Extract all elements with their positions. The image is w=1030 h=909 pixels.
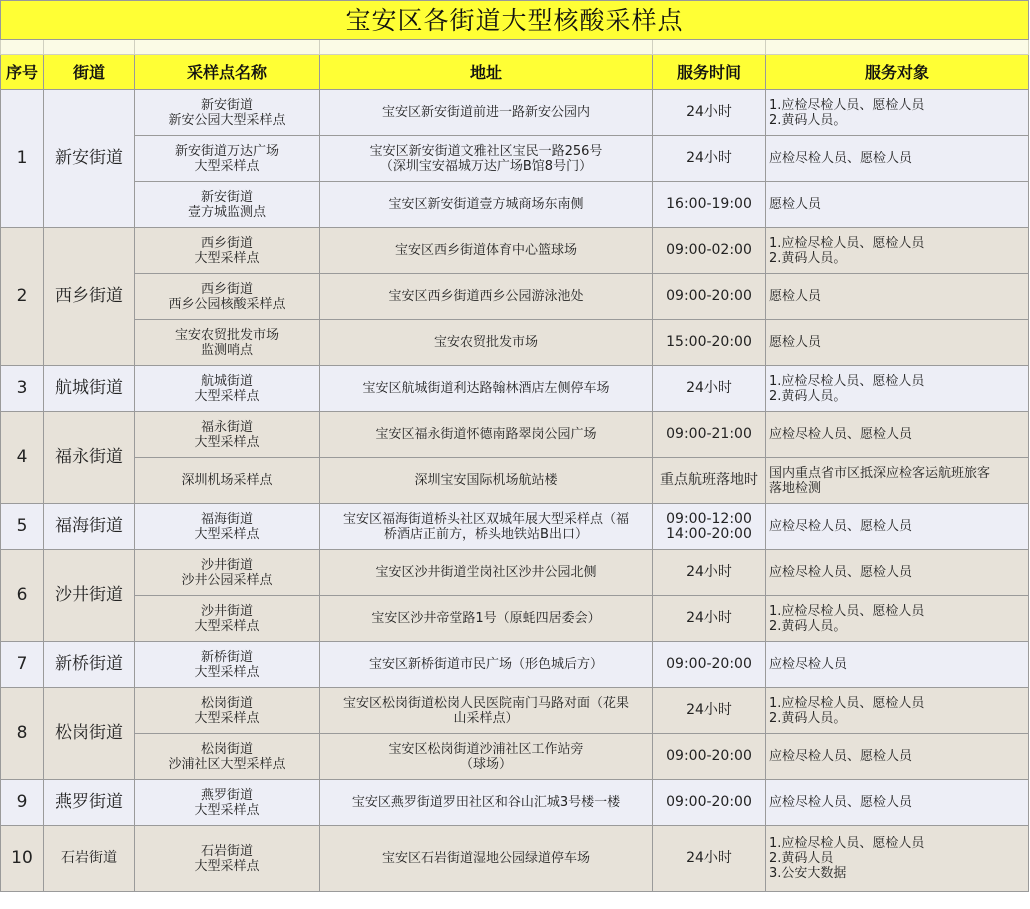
service-target-cell: [766, 366, 1029, 412]
service-target-cell: [766, 320, 1029, 366]
street-cell: 西乡街道: [44, 228, 135, 366]
service-target-cell: [766, 596, 1029, 642]
address-cell: [320, 320, 653, 366]
site-name-cell: [135, 136, 320, 182]
address-cell: [320, 642, 653, 688]
service-time-cell: [653, 734, 766, 780]
sheet-title: 宝安区各街道大型核酸采样点: [1, 1, 1029, 40]
cell-line: 1.应检尽检人员、愿检人员: [769, 836, 925, 851]
cell-line: 松岗街道: [200, 741, 253, 757]
header-street: 街道: [44, 55, 135, 90]
service-time-cell: [653, 228, 766, 274]
table-row: [1, 458, 1029, 504]
cell-line: 石岩街道: [200, 843, 253, 859]
cell-line: 1.应检尽检人员、愿检人员: [769, 235, 925, 251]
street-cell: 新安街道: [44, 90, 135, 228]
seq-cell: 6: [1, 550, 44, 642]
service-target-cell: [766, 136, 1029, 182]
cell-line: 宝安区新安街道前进一路新安公园内: [381, 105, 590, 120]
cell-line: 福海街道: [200, 511, 253, 527]
address-cell: [320, 688, 653, 734]
seq-cell: 4: [1, 412, 44, 504]
cell-line: 宝安区福永街道怀德南路翠岗公园广场: [375, 427, 597, 442]
cell-line: 宝安区松岗街道松岗人民医院南门马路对面（花果: [342, 695, 629, 711]
table-row: [1, 136, 1029, 182]
cell-line: （深圳宝安福城万达广场B馆8号门）: [379, 158, 593, 174]
street-cell: 福海街道: [44, 504, 135, 550]
service-time-cell: [653, 412, 766, 458]
cell-line: 09:00-02:00: [666, 242, 752, 258]
service-time-cell: [653, 596, 766, 642]
cell-line: 24小时: [686, 702, 732, 718]
site-name-cell: [135, 688, 320, 734]
cell-line: 24小时: [686, 610, 732, 626]
cell-line: 宝安区沙井街道坣岗社区沙井公园北侧: [375, 565, 597, 580]
cell-line: 新安街道: [200, 189, 253, 205]
street-cell: 松岗街道: [44, 688, 135, 780]
cell-line: 愿检人员: [769, 335, 822, 350]
address-cell: [320, 550, 653, 596]
address-cell: [320, 136, 653, 182]
service-time-cell: [653, 90, 766, 136]
site-name-cell: [135, 734, 320, 780]
address-cell: [320, 596, 653, 642]
service-target-cell: [766, 182, 1029, 228]
cell-line: 深圳机场采样点: [181, 473, 273, 488]
table-row: [1, 642, 1029, 688]
cell-line: 2.黄码人员。: [769, 250, 847, 266]
cell-line: 壹方城监测点: [187, 204, 266, 220]
cell-line: 监测哨点: [200, 342, 253, 358]
address-cell: [320, 734, 653, 780]
street-cell: 燕罗街道: [44, 780, 135, 826]
service-target-cell: [766, 412, 1029, 458]
table-row: [1, 596, 1029, 642]
table-row: [1, 366, 1029, 412]
cell-line: 宝安区西乡街道体育中心篮球场: [394, 243, 577, 258]
street-cell: 航城街道: [44, 366, 135, 412]
address-cell: [320, 274, 653, 320]
service-time-cell: [653, 642, 766, 688]
service-time-cell: [653, 136, 766, 182]
cell-line: 应检尽检人员、愿检人员: [769, 749, 913, 764]
seq-cell: 8: [1, 688, 44, 780]
table-row: [1, 826, 1029, 892]
cell-line: 大型采样点: [194, 858, 260, 874]
site-name-cell: [135, 274, 320, 320]
header-service-time: 服务时间: [653, 55, 766, 90]
table-row: [1, 90, 1029, 136]
header-site-name: 采样点名称: [135, 55, 320, 90]
seq-cell: 3: [1, 366, 44, 412]
address-cell: [320, 90, 653, 136]
cell-line: 大型采样点: [194, 434, 260, 450]
service-time-cell: [653, 274, 766, 320]
cell-line: 2.黄码人员。: [769, 710, 847, 726]
cell-line: 24小时: [686, 104, 732, 120]
cell-line: 16:00-19:00: [666, 196, 752, 212]
spacer-row: [1, 40, 1029, 55]
cell-line: 宝安区石岩街道湿地公园绿道停车场: [381, 851, 590, 866]
street-cell: 福永街道: [44, 412, 135, 504]
cell-line: 新安街道万达广场: [174, 143, 279, 159]
cell-line: 应检尽检人员、愿检人员: [769, 565, 913, 580]
cell-line: 燕罗街道: [200, 787, 253, 803]
service-target-cell: [766, 734, 1029, 780]
cell-line: 24小时: [686, 150, 732, 166]
cell-line: 宝安区福海街道桥头社区双城年展大型采样点（福: [342, 511, 629, 527]
service-target-cell: [766, 780, 1029, 826]
seq-cell: 10: [1, 826, 44, 892]
site-name-cell: [135, 642, 320, 688]
cell-line: 应检尽检人员: [769, 657, 848, 672]
service-time-cell: [653, 550, 766, 596]
cell-line: 宝安农贸批发市场: [174, 327, 279, 343]
seq-cell: 9: [1, 780, 44, 826]
cell-line: 西乡街道: [200, 235, 253, 251]
site-name-cell: [135, 504, 320, 550]
address-cell: [320, 182, 653, 228]
cell-line: 宝安农贸批发市场: [433, 335, 538, 350]
table-row: [1, 688, 1029, 734]
cell-line: 西乡街道: [200, 281, 253, 297]
cell-line: 24小时: [686, 564, 732, 580]
street-cell: 新桥街道: [44, 642, 135, 688]
service-time-cell: [653, 826, 766, 892]
header-seq: 序号: [1, 55, 44, 90]
seq-cell: 5: [1, 504, 44, 550]
cell-line: 大型采样点: [194, 250, 260, 266]
cell-line: 应检尽检人员、愿检人员: [769, 795, 913, 810]
cell-line: 09:00-20:00: [666, 748, 752, 764]
cell-line: 沙井街道: [200, 603, 253, 619]
address-cell: [320, 228, 653, 274]
cell-line: 深圳宝安国际机场航站楼: [414, 473, 558, 488]
table-row: [1, 320, 1029, 366]
site-name-cell: [135, 550, 320, 596]
cell-line: 宝安区新安街道壹方城商场东南侧: [388, 197, 584, 212]
cell-line: 应检尽检人员、愿检人员: [769, 427, 913, 442]
cell-line: 宝安区松岗街道沙浦社区工作站旁: [388, 741, 584, 757]
cell-line: 24小时: [686, 380, 732, 396]
site-name-cell: [135, 458, 320, 504]
cell-line: 福永街道: [200, 419, 253, 435]
cell-line: 15:00-20:00: [666, 334, 752, 350]
cell-line: 2.黄码人员: [769, 851, 834, 866]
site-name-cell: [135, 228, 320, 274]
cell-line: 大型采样点: [194, 618, 260, 634]
cell-line: 大型采样点: [194, 710, 260, 726]
cell-line: 宝安区沙井帝堂路1号（原蚝四居委会）: [371, 611, 601, 626]
address-cell: [320, 826, 653, 892]
service-time-cell: [653, 688, 766, 734]
cell-line: 沙井街道: [200, 557, 253, 573]
cell-line: 24小时: [686, 850, 732, 866]
service-target-cell: [766, 642, 1029, 688]
service-time-cell: [653, 504, 766, 550]
cell-line: 大型采样点: [194, 526, 260, 542]
cell-line: 大型采样点: [194, 388, 260, 404]
cell-line: 1.应检尽检人员、愿检人员: [769, 603, 925, 619]
table-row: [1, 734, 1029, 780]
street-cell: 石岩街道: [44, 826, 135, 892]
site-name-cell: [135, 90, 320, 136]
header-service-target: 服务对象: [766, 55, 1029, 90]
table-row: [1, 228, 1029, 274]
cell-line: 2.黄码人员。: [769, 388, 847, 404]
cell-line: 宝安区西乡街道西乡公园游泳池处: [388, 289, 584, 304]
cell-line: 重点航班落地时: [660, 472, 758, 488]
table-row: [1, 182, 1029, 228]
service-time-cell: [653, 182, 766, 228]
address-cell: [320, 780, 653, 826]
cell-line: 1.应检尽检人员、愿检人员: [769, 373, 925, 389]
address-cell: [320, 412, 653, 458]
cell-line: 山采样点）: [453, 710, 519, 726]
cell-line: 大型采样点: [194, 158, 260, 174]
site-name-cell: [135, 780, 320, 826]
cell-line: 国内重点省市区抵深应检客运航班旅客: [769, 465, 991, 481]
cell-line: 应检尽检人员、愿检人员: [769, 151, 913, 166]
service-target-cell: [766, 274, 1029, 320]
site-name-cell: [135, 182, 320, 228]
cell-line: 09:00-12:00: [666, 510, 752, 527]
site-name-cell: [135, 596, 320, 642]
cell-line: 愿检人员: [769, 289, 822, 304]
cell-line: 大型采样点: [194, 664, 260, 680]
street-cell: 沙井街道: [44, 550, 135, 642]
cell-line: 09:00-21:00: [666, 426, 752, 442]
cell-line: 西乡公园核酸采样点: [168, 296, 286, 312]
cell-line: 09:00-20:00: [666, 656, 752, 672]
service-target-cell: [766, 458, 1029, 504]
cell-line: 3.公安大数据: [769, 866, 847, 881]
cell-line: 新安公园大型采样点: [168, 112, 286, 128]
table-row: [1, 412, 1029, 458]
address-cell: [320, 458, 653, 504]
cell-line: 愿检人员: [769, 197, 822, 212]
service-time-cell: [653, 320, 766, 366]
cell-line: 沙浦社区大型采样点: [168, 756, 286, 772]
cell-line: 宝安区燕罗街道罗田社区和谷山汇城3号楼一楼: [351, 795, 621, 810]
cell-line: 宝安区航城街道利达路翰林酒店左侧停车场: [362, 381, 610, 396]
cell-line: 宝安区新桥街道市民广场（形色城后方）: [368, 657, 603, 672]
service-target-cell: [766, 90, 1029, 136]
cell-line: 松岗街道: [200, 695, 253, 711]
cell-line: 09:00-20:00: [666, 288, 752, 304]
table-row: [1, 550, 1029, 596]
service-target-cell: [766, 550, 1029, 596]
service-time-cell: [653, 780, 766, 826]
cell-line: 新桥街道: [200, 649, 253, 665]
service-time-cell: [653, 366, 766, 412]
service-target-cell: [766, 826, 1029, 892]
cell-line: （球场）: [459, 756, 512, 772]
cell-line: 1.应检尽检人员、愿检人员: [769, 695, 925, 711]
header-address: 地址: [320, 55, 653, 90]
cell-line: 大型采样点: [194, 802, 260, 818]
cell-line: 09:00-20:00: [666, 794, 752, 810]
service-target-cell: [766, 688, 1029, 734]
service-target-cell: [766, 228, 1029, 274]
cell-line: 应检尽检人员、愿检人员: [769, 519, 913, 534]
cell-line: 新安街道: [200, 97, 253, 113]
header-row: [1, 55, 1029, 90]
seq-cell: 1: [1, 90, 44, 228]
cell-line: 沙井公园采样点: [181, 572, 273, 588]
cell-line: 落地检测: [769, 480, 822, 496]
cell-line: 2.黄码人员。: [769, 112, 847, 128]
cell-line: 航城街道: [200, 373, 253, 389]
cell-line: 1.应检尽检人员、愿检人员: [769, 97, 925, 113]
cell-line: 2.黄码人员。: [769, 618, 847, 634]
address-cell: [320, 366, 653, 412]
table-row: [1, 274, 1029, 320]
cell-line: 14:00-20:00: [666, 525, 752, 542]
seq-cell: 7: [1, 642, 44, 688]
seq-cell: 2: [1, 228, 44, 366]
cell-line: 宝安区新安街道文雅社区宝民一路256号: [369, 143, 603, 159]
site-name-cell: [135, 826, 320, 892]
site-name-cell: [135, 366, 320, 412]
table-row: [1, 504, 1029, 550]
address-cell: [320, 504, 653, 550]
site-name-cell: [135, 412, 320, 458]
site-name-cell: [135, 320, 320, 366]
service-time-cell: [653, 458, 766, 504]
service-target-cell: [766, 504, 1029, 550]
table-row: [1, 780, 1029, 826]
cell-line: 桥酒店正前方，桥头地铁站B出口）: [384, 526, 588, 542]
